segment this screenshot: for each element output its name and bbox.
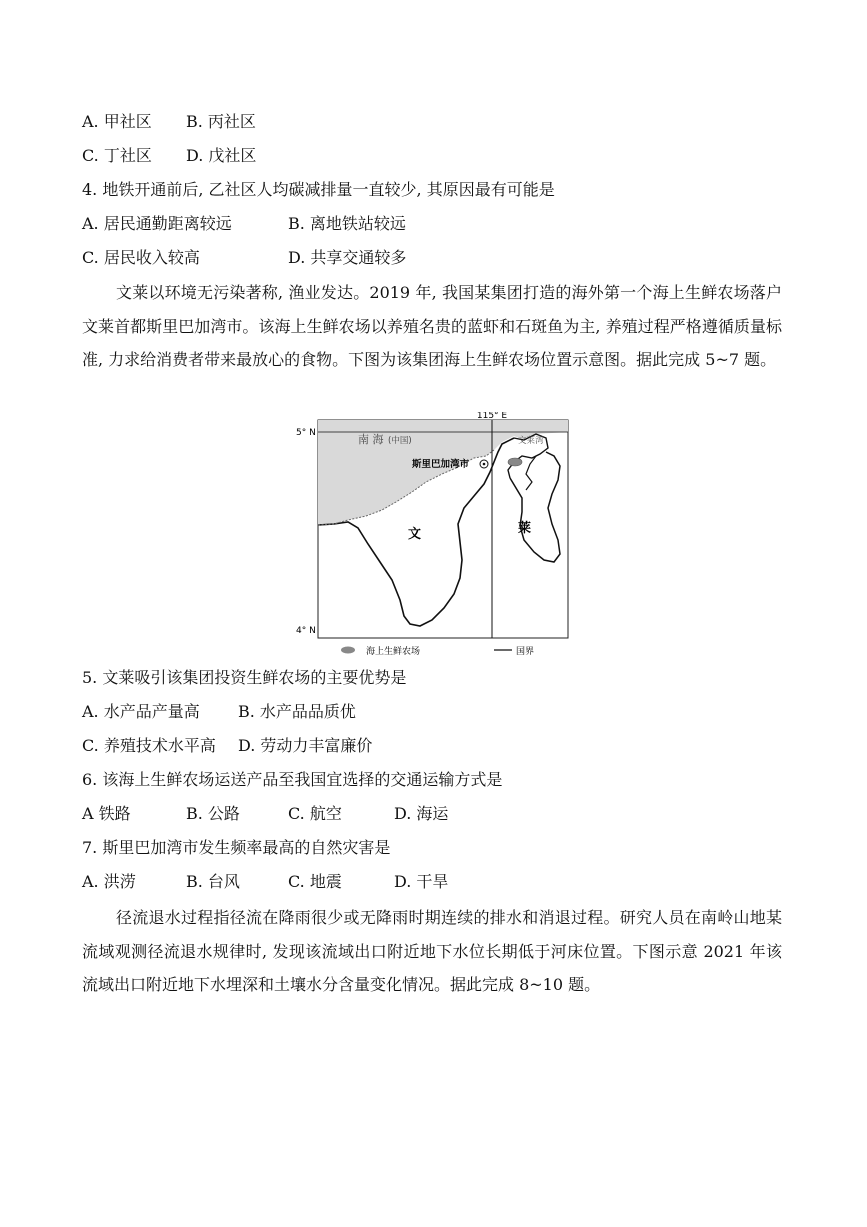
q6-option-c: C. 航空 <box>288 804 342 823</box>
q7-stem: 7. 斯里巴加湾市发生频率最高的自然灾害是 <box>82 838 391 857</box>
q4-stem: 4. 地铁开通前后, 乙社区人均碳减排量一直较少, 其原因最有可能是 <box>82 180 555 199</box>
sea-label: 南 海 <box>358 433 384 446</box>
lat-top-label: 5° N <box>296 428 316 438</box>
q7-option-d: D. 干旱 <box>394 872 449 891</box>
q3-option-a: A. 甲社区 <box>82 112 152 131</box>
region-west-label: 文 <box>408 527 422 542</box>
q4-option-b: B. 离地铁站较远 <box>288 214 406 233</box>
brunei-farm-map <box>296 412 576 662</box>
q4-option-c: C. 居民收入较高 <box>82 248 200 267</box>
city-label: 斯里巴加湾市 <box>412 459 470 470</box>
q5-option-c: C. 养殖技术水平高 <box>82 736 216 755</box>
legend-farm-icon <box>341 647 355 654</box>
q7-option-b: B. 台风 <box>186 872 240 891</box>
q3-option-b: B. 丙社区 <box>186 112 256 131</box>
region-east-label: 莱 <box>518 521 532 536</box>
q5-option-b: B. 水产品品质优 <box>238 702 356 721</box>
city-symbol-dot <box>483 463 486 466</box>
q5-option-a: A. 水产品产量高 <box>82 702 200 721</box>
sea-note-label: (中国) <box>388 436 412 446</box>
legend-farm-label: 海上生鲜农场 <box>366 647 421 657</box>
q6-option-b: B. 公路 <box>186 804 240 823</box>
q6-option-d: D. 海运 <box>394 804 449 823</box>
bay-label: 文莱湾 <box>518 436 544 446</box>
map-svg <box>296 412 576 662</box>
legend-border-label: 国界 <box>516 647 535 657</box>
q3-option-c: C. 丁社区 <box>82 146 152 165</box>
q7-option-a: A. 洪涝 <box>82 872 136 891</box>
q5-stem: 5. 文莱吸引该集团投资生鲜农场的主要优势是 <box>82 668 407 687</box>
q4-option-d: D. 共享交通较多 <box>288 248 407 267</box>
fish-farm-marker <box>508 458 522 466</box>
q3-option-d: D. 戊社区 <box>186 146 257 165</box>
longitude-label: 115° E <box>476 412 508 421</box>
q5-option-d: D. 劳动力丰富廉价 <box>238 736 373 755</box>
q7-option-c: C. 地震 <box>288 872 342 891</box>
lat-bottom-label: 4° N <box>296 626 316 636</box>
passage-brunei: 文莱以环境无污染著称, 渔业发达。2019 年, 我国某集团打造的海外第一个海上生鲜农场落户文莱首都斯里巴加湾市。该海上生鲜农场以养殖名贵的蓝虾和石斑鱼为主, 养殖过程严格遵循质量标准, 力求给消费者带来最放心的食物。下图为该集团海上生鲜农场位置示意图。据此完成 5~7 题。 <box>82 283 782 369</box>
q4-option-a: A. 居民通勤距离较远 <box>82 214 232 233</box>
q6-option-a: A 铁路 <box>82 804 131 823</box>
passage-runoff: 径流退水过程指径流在降雨很少或无降雨时期连续的排水和消退过程。研究人员在南岭山地某流域观测径流退水规律时, 发现该流域出口附近地下水位长期低于河床位置。下图示意 2021 年该流域出口附近地下水埋深和土壤水分含量变化情况。据此完成 8~10 题。 <box>82 908 782 994</box>
q6-stem: 6. 该海上生鲜农场运送产品至我国宜选择的交通运输方式是 <box>82 770 503 789</box>
